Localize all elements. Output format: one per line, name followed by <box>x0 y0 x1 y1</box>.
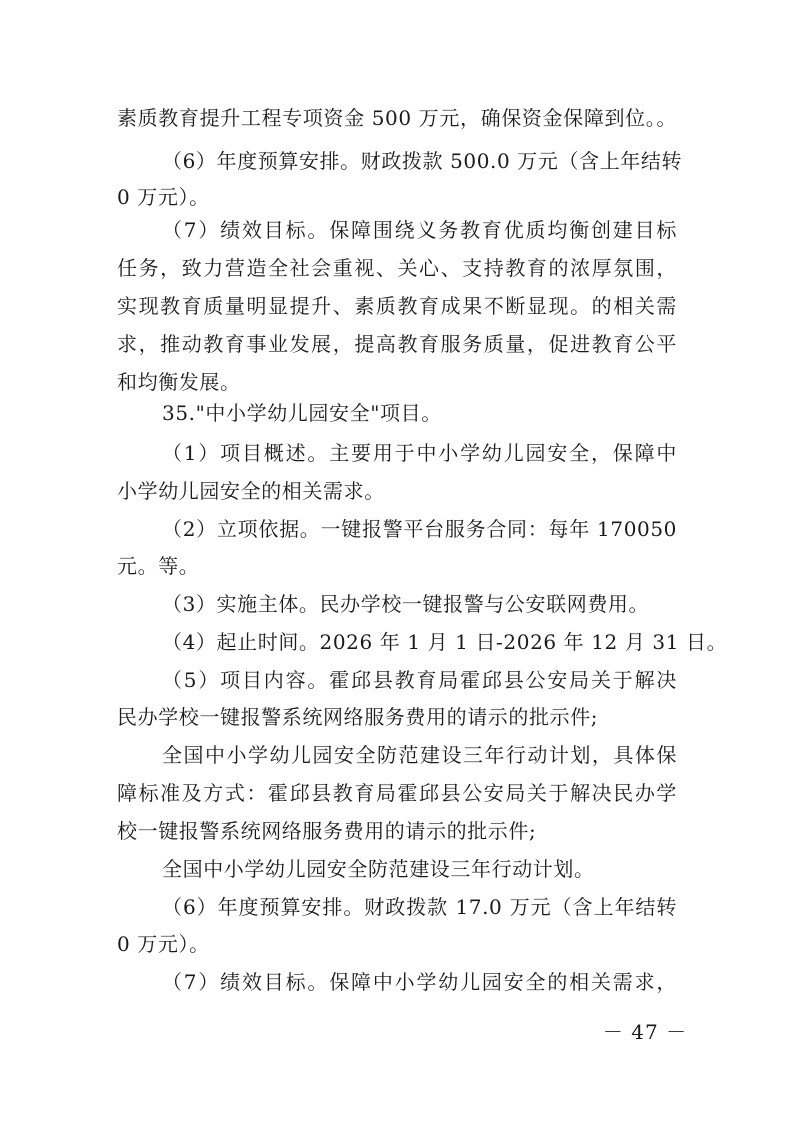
text-line-24: （7）绩效目标。保障中小学幼儿园安全的相关需求， <box>162 970 677 994</box>
text-line-12: （2）立项依据。一键报警平台服务合同：每年 170050 <box>162 517 677 541</box>
text-line-18: 全国中小学幼儿园安全防范建设三年行动计划，具体保 <box>162 743 677 767</box>
section-heading-35: 35."中小学幼儿园安全"项目。 <box>162 401 442 425</box>
text-line-15: （4）起止时间。2026 年 1 月 1 日-2026 年 12 月 31 日。 <box>162 630 728 654</box>
text-line-21: 全国中小学幼儿园安全防范建设三年行动计划。 <box>162 857 595 881</box>
text-line-4: （7）绩效目标。保障围绕义务教育优质均衡创建目标 <box>162 218 677 242</box>
text-line-1: 素质教育提升工程专项资金 500 万元，确保资金保障到位。。 <box>117 106 677 130</box>
text-line-2: （6）年度预算安排。财政拨款 500.0 万元（含上年结转 <box>162 149 683 173</box>
text-line-3: 0 万元）。 <box>117 185 210 209</box>
text-line-6: 实现教育质量明显提升、素质教育成果不断显现。的相关需 <box>117 294 677 318</box>
text-line-22: （6）年度预算安排。财政拨款 17.0 万元（含上年结转 <box>162 895 677 919</box>
text-line-19: 障标准及方式：霍邱县教育局霍邱县公安局关于解决民办学 <box>117 781 677 805</box>
page-number: － 47 － <box>602 1020 688 1044</box>
text-line-13: 元。等。 <box>117 554 200 578</box>
text-line-17: 民办学校一键报警系统网络服务费用的请示的批示件; <box>117 705 599 729</box>
text-line-14: （3）实施主体。民办学校一键报警与公安联网费用。 <box>162 592 650 616</box>
text-line-8: 和均衡发展。 <box>117 370 241 394</box>
text-line-11: 小学幼儿园安全的相关需求。 <box>117 479 385 503</box>
text-line-23: 0 万元）。 <box>117 932 210 956</box>
text-line-10: （1）项目概述。主要用于中小学幼儿园安全，保障中 <box>162 441 677 465</box>
text-line-20: 校一键报警系统网络服务费用的请示的批示件; <box>117 819 537 843</box>
text-line-7: 求，推动教育事业发展，提高教育服务质量，促进教育公平 <box>117 332 677 356</box>
text-line-5: 任务，致力营造全社会重视、关心、支持教育的浓厚氛围， <box>117 256 677 280</box>
text-line-16: （5）项目内容。霍邱县教育局霍邱县公安局关于解决 <box>162 668 677 692</box>
